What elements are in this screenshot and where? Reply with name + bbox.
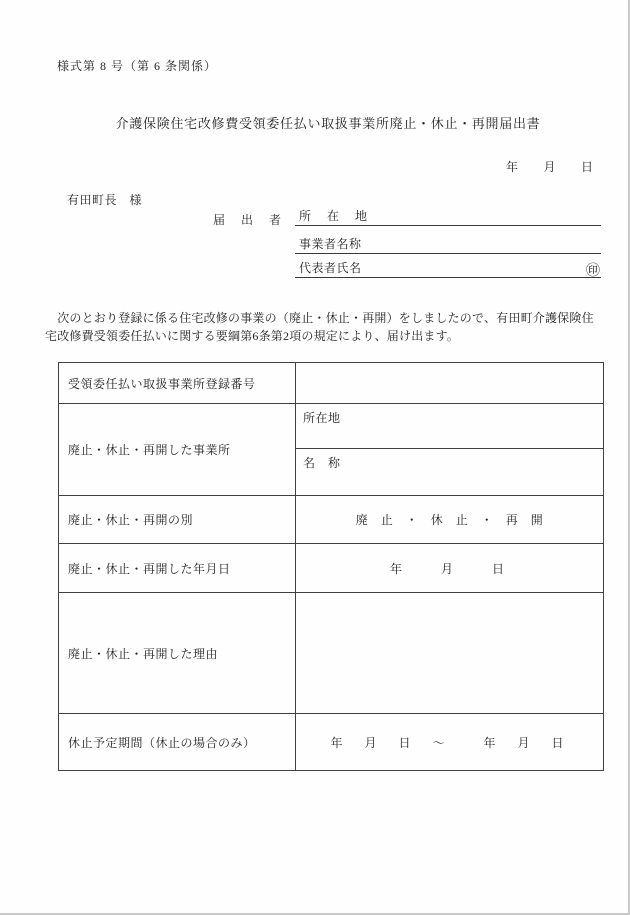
table-row xyxy=(59,496,604,544)
page-title: 介護保険住宅改修費受領委任払い取扱事業所廃止・休止・再開届出書 xyxy=(115,116,541,131)
row-reason-value[interactable] xyxy=(296,593,604,714)
field-business-name[interactable] xyxy=(295,228,601,254)
table-row xyxy=(59,363,604,404)
body-line-1: 次のとおり登録に係る住宅改修の事業の（廃止・休止・再開）をしましたので、有田町介護保険住 xyxy=(45,311,594,325)
field-representative-name[interactable] xyxy=(295,252,601,278)
field-business-name-label: 事業者名称 xyxy=(299,237,362,251)
row-type-label: 廃止・休止・再開の別 xyxy=(59,496,296,544)
row-date-label: 廃止・休止・再開した年月日 xyxy=(59,544,296,593)
row-registration-number-label: 受領委任払い取扱事業所登録番号 xyxy=(59,363,296,404)
table-row xyxy=(59,593,604,714)
row-type-options[interactable]: 廃 止 ・ 休 止 ・ 再 開 xyxy=(296,496,604,544)
row-suspension-period-label: 休止予定期間（休止の場合のみ） xyxy=(59,714,296,771)
table-row xyxy=(59,404,604,449)
notifier-label: 届 出 者 xyxy=(213,213,284,227)
field-address[interactable] xyxy=(295,208,601,226)
row-office-label: 廃止・休止・再開した事業所 xyxy=(59,404,296,496)
seal-icon: ㊞ xyxy=(586,264,600,279)
table-row xyxy=(59,544,604,593)
body-paragraph xyxy=(45,309,601,345)
row-registration-number-value[interactable] xyxy=(296,363,604,404)
form-number: 様式第 8 号（第 6 条関係） xyxy=(57,59,218,73)
row-suspension-period-value[interactable]: 年 月 日 ～ 年 月 日 xyxy=(296,714,604,771)
row-office-name-cell[interactable]: 名 称 xyxy=(296,449,604,496)
notification-table xyxy=(58,362,604,771)
field-address-label: 所 在 地 xyxy=(299,209,370,223)
addressee: 有田町長 様 xyxy=(67,193,143,207)
field-representative-name-label: 代表者氏名 xyxy=(299,261,362,275)
table-row xyxy=(59,714,604,771)
row-reason-label: 廃止・休止・再開した理由 xyxy=(59,593,296,714)
body-line-2: 宅改修費受領委任払いに関する要綱第6条第2項の規定により、届け出ます。 xyxy=(45,329,460,343)
date-line: 年 月 日 xyxy=(506,160,594,174)
row-date-value[interactable]: 年 月 日 xyxy=(296,544,604,593)
row-office-address-cell[interactable]: 所在地 xyxy=(296,404,604,449)
